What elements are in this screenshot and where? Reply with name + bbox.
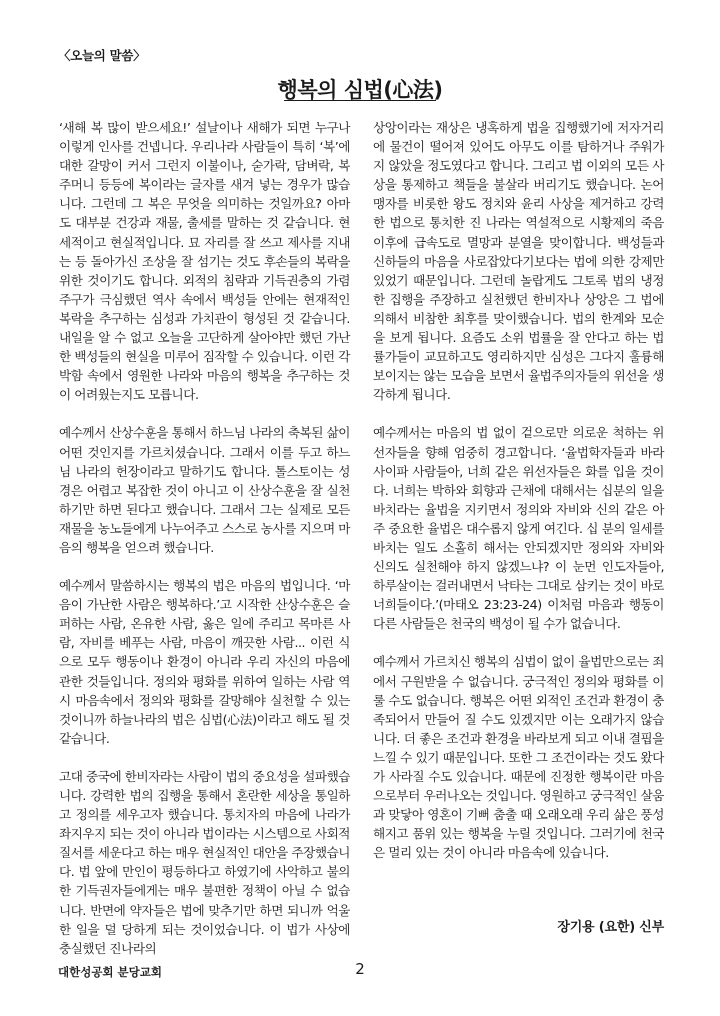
right-column — [373, 118, 664, 881]
author-signature: 장기용 (요한) 신부 — [557, 920, 664, 935]
paragraph: 고대 중국에 한비자라는 사람이 법의 중요성을 설파했습니다. 강력한 법의 집행을 통해서 혼란한 세상을 통일하고 정의를 세우고자 했습니다. 통치자의 마음에 나라가 좌지우지 되는 것이 아니라 법이라는 시스템으로 사회적 질서를 세운다고 하는 매우 현실적인 대안을 주장했습니다. 법 앞에 만인이 평등하다고 하였기에 사악하고 불의한 기득권자들에게는 매우 불편한 정책이 아닐 수 없습니다. 반면에 약자들은 법에 맞추기만 하면 되니까 억울한 일을 덜 당하게 되는 것이었습니다. 이 법가 사상에 충실했던 진나라의 — [59, 768, 350, 956]
title-underline — [284, 100, 436, 101]
paragraph: 예수께서 가르치신 행복의 심법이 없이 율법만으로는 죄에서 구원받을 수 없습니다. 궁극적인 정의와 평화를 이룰 수도 없습니다. 행복은 어떤 외적인 조건과 환경이 충족되어서 만들어 질 수도 있겠지만 이는 오래가지 않습니다. 더 좋은 조건과 환경을 바라보게 되고 이내 결핍을 느낄 수 있기 때문입니다. 또한 그 조건이라는 것도 왔다가 사라질 수도 있습니다. 때문에 진정한 행복이란 마음으로부터 우러나오는 것입니다. 영원하고 궁극적인 살움과 맞닿아 영혼이 기뻐 춤출 때 오래오래 우리 삶은 풍성해지고 품위 있는 행복을 누릴 것입니다. 그러기에 천국은 멀리 있는 것이 아니라 마음속에 있습니다. — [373, 654, 664, 861]
footer-church-name: 대한성공회 분당교회 — [58, 965, 162, 979]
page-number: 2 — [355, 960, 365, 978]
paragraph: 예수께서 말씀하시는 행복의 법은 마음의 법입니다. ‘마음이 가난한 사람은 행복하다.’고 시작한 산상수훈은 슬퍼하는 사람, 온유한 사람, 옳은 일에 주리고 목마른 사람, 자비를 베푸는 사람, 마음이 깨끗한 사람... 이런 식으로 모두 행동이나 환경이 아니라 우리 자신의 마음에 관한 것들입니다. 정의와 평화를 위하여 일하는 사람 역시 마음속에서 정의와 평화를 갈망해야 실천할 수 있는 것이니까 하늘나라의 법은 심법(心法)이라고 해도 될 것 같습니다. — [59, 578, 350, 746]
paragraph: 상앙이라는 재상은 냉혹하게 법을 집행했기에 저자거리에 물건이 떨어져 있어도 아무도 이를 탐하거나 주워가지 않았을 정도였다고 합니다. 그리고 법 이외의 모든 사상을 통제하고 책들을 불살라 버리기도 했습니다. 논어 맹자를 비롯한 왕도 정치와 윤리 사상을 제거하고 강력한 법으로 통치한 진 나라는 역설적으로 시황제의 죽음 이후에 급속도로 멸망과 분열을 맞이합니다. 백성들과 신하들의 마음을 사로잡았다기보다는 법에 의한 강제만 있었기 때문입니다. 그런데 놀랍게도 그토록 법의 냉정한 집행을 주장하고 실천했던 한비자나 상앙은 그 법에 의해서 비참한 최후를 맞이했습니다. 법의 한계와 모순을 보게 됩니다. 요즘도 소위 법률을 잘 안다고 하는 법률가들이 교묘하고도 영리하지만 심성은 그다지 훌륭해 보이지는 않는 모습을 보면서 율법주의자들의 위선을 생각하게 됩니다. — [373, 120, 664, 403]
page-title: 행복의 심법(心法) — [277, 78, 443, 102]
section-tag: 〈오늘의 말씀〉 — [58, 48, 146, 63]
paragraph: ‘새해 복 많이 받으세요!’ 설날이나 새해가 되면 누구나 이렇게 인사를 건넵니다. 우리나라 사람들이 특히 ‘복’에 대한 갈망이 커서 그런지 이불이나, 숟가락, 담벼락, 복 주머니 등등에 복이라는 글자를 새겨 넣는 경우가 많습니다. 그런데 그 복은 무엇을 의미하는 것일까요? 아마도 대부분 건강과 재물, 출세를 말하는 것 같습니다. 현세적이고 현실적입니다. 묘 자리를 잘 쓰고 제사를 지내는 등 돌아가신 조상을 잘 섬기는 것도 후손들의 복락을 위한 것이기도 합니다. 외적의 침략과 기득권층의 가렴주구가 극심했던 역사 속에서 백성들 안에는 현재적인 복락을 추구하는 심성과 가치관이 형성된 것 같습니다. 내일을 알 수 없고 오늘을 고단하게 살아야만 했던 가난한 백성들의 현실을 미루어 짐작할 수 있습니다. 이런 각박함 속에서 영원한 나라와 마음의 행복을 추구하는 것이 어려웠는지도 모릅니다. — [59, 120, 350, 403]
left-column — [59, 118, 350, 977]
paragraph: 예수께서는 마음의 법 없이 겉으로만 의로운 척하는 위선자들을 향해 엄중히 경고합니다. ‘율법학자들과 바라사이파 사람들아, 너희 같은 위선자들은 화를 입을 것이다. 너희는 박하와 회향과 근채에 대해서는 십분의 일을 바치라는 율법을 지키면서 정의와 자비와 신의 같은 아주 중요한 율법은 대수롭지 않게 여긴다. 십 분의 일세를 바치는 일도 소홀히 해서는 안되겠지만 정의와 자비와 신의도 실천해야 하지 않겠느냐? 이 눈먼 인도자들아, 하루살이는 걸러내면서 낙타는 그대로 삼키는 것이 바로 너희들이다.’(마태오 23:23-24) 이처럼 마음과 행동이 다른 사람들은 천국의 백성이 될 수가 없습니다. — [373, 425, 664, 632]
paragraph: 예수께서 산상수훈을 통해서 하느님 나라의 축복된 삶이 어떤 것인지를 가르치셨습니다. 그래서 이를 두고 하느님 나라의 헌장이라고 말하기도 합니다. 톨스토이는 성경은 어렵고 복잡한 것이 아니고 이 산상수훈을 잘 실천하기만 하면 된다고 했습니다. 그래서 그는 실제로 모든 재물을 농노들에게 나누어주고 스스로 농사를 지으며 마음의 행복을 얻으려 했습니다. — [59, 425, 350, 555]
